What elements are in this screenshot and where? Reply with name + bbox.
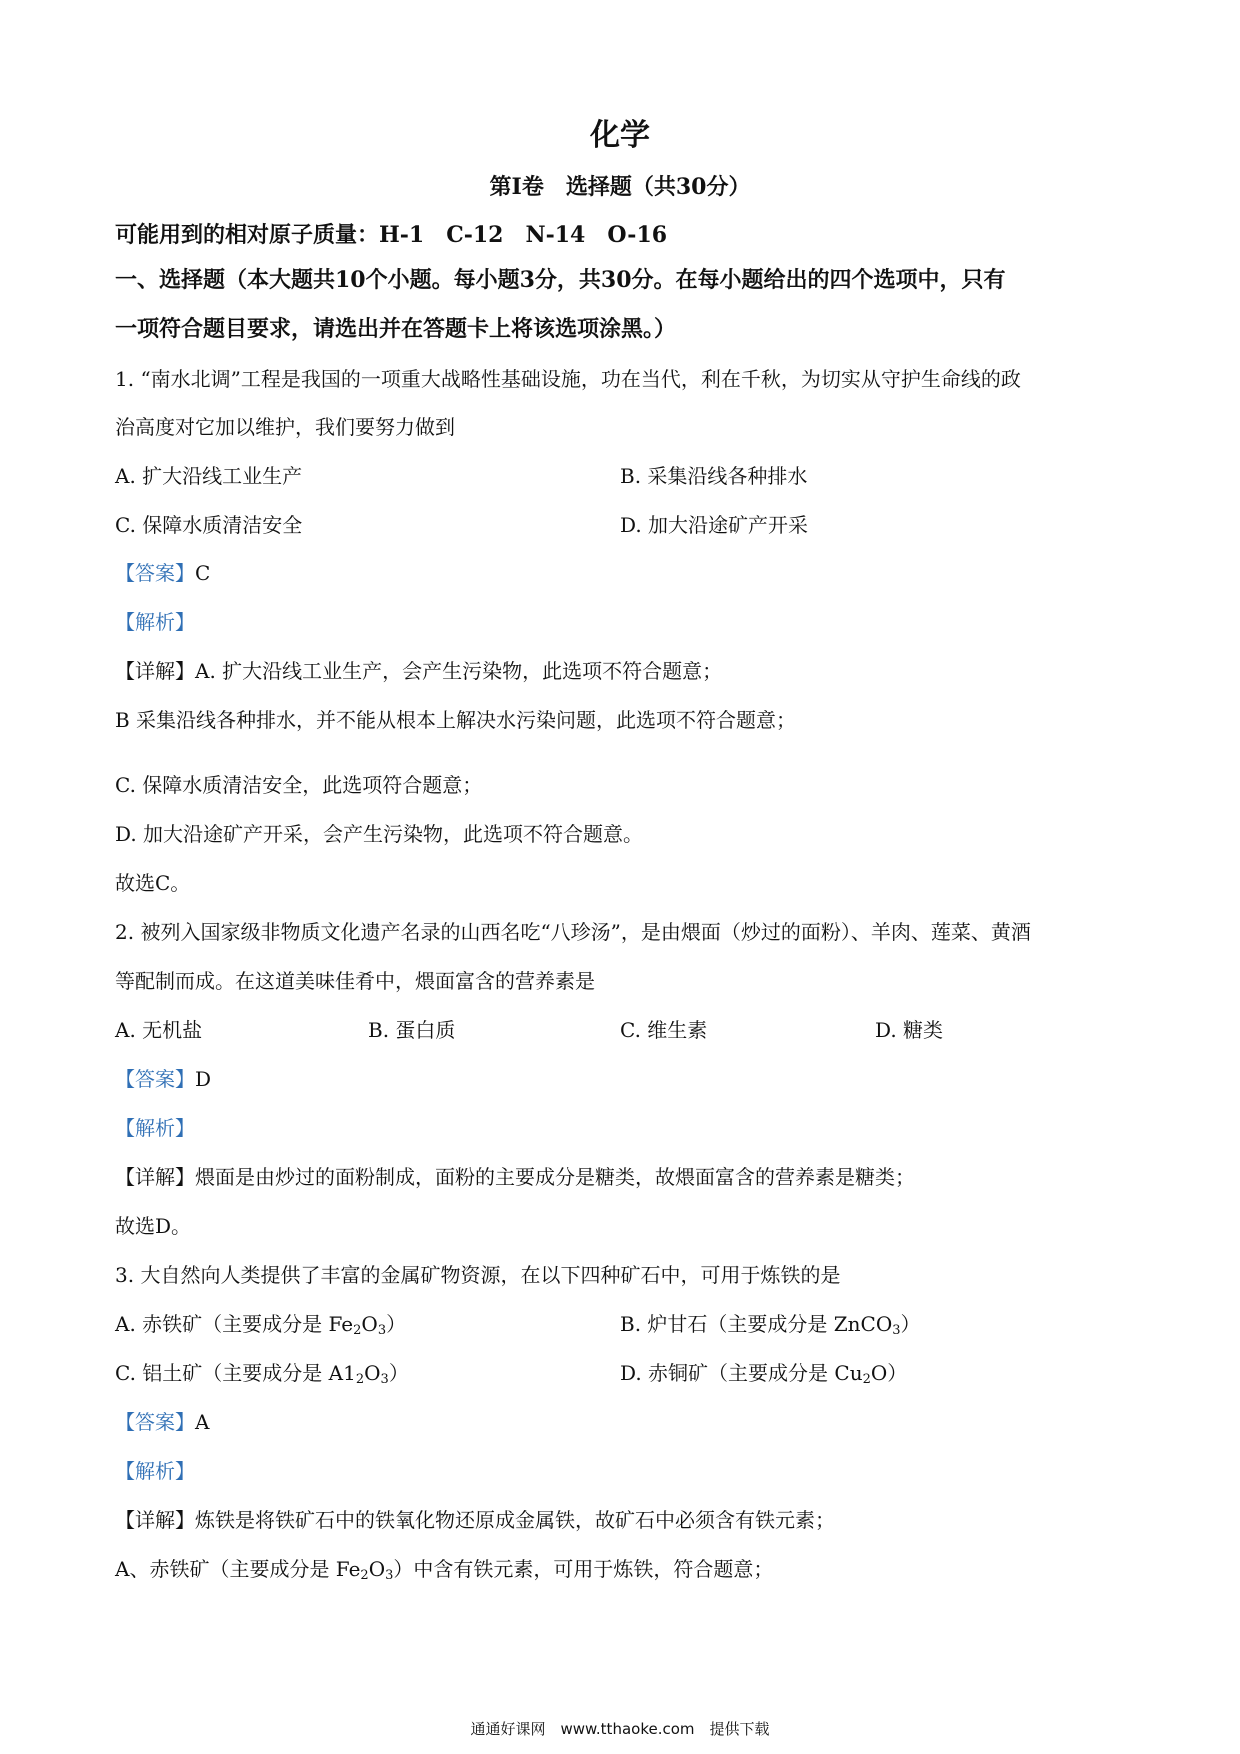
subscript: 2: [353, 1323, 362, 1338]
q1-stem-line-1: 1. “南水北调”工程是我国的一项重大战略性基础设施，功在当代，利在千秋，为切实从守护生命线的政: [115, 367, 1021, 391]
subscript: 3: [385, 1568, 394, 1583]
q3-option-a: [115, 1311, 406, 1337]
subscript: 2: [360, 1568, 369, 1583]
q1-detail-line-4: D. 加大沿途矿产开采，会产生污染物，此选项不符合题意。: [115, 822, 644, 846]
q1-answer-value: C: [195, 561, 211, 585]
q3-option-d-text: D. 赤铜矿（主要成分是 Cu: [620, 1361, 863, 1385]
page-title: 化学: [590, 118, 650, 153]
answer-tag: 【答案】: [115, 1410, 195, 1434]
q3-option-d-text: O）: [870, 1361, 908, 1385]
q2-stem-line-2: 等配制而成。在这道美味佳肴中，煨面富含的营养素是: [115, 969, 595, 993]
subscript: 2: [862, 1372, 871, 1387]
q3-stem-line-1: 3. 大自然向人类提供了丰富的金属矿物资源，在以下四种矿石中，可用于炼铁的是: [115, 1263, 841, 1287]
q3-analysis-tag: 【解析】: [115, 1459, 195, 1483]
page-footer: 通通好课网 www.tthaoke.com 提供下载: [470, 1720, 770, 1738]
q1-option-b: B. 采集沿线各种排水: [620, 464, 808, 488]
subscript: 3: [377, 1323, 387, 1338]
q1-option-a: A. 扩大沿线工业生产: [115, 464, 303, 488]
q2-detail-line-1: [115, 1164, 915, 1190]
q3-option-c-text: C. 铝土矿（主要成分是 A1: [115, 1361, 356, 1385]
q2-analysis-tag: 【解析】: [115, 1116, 195, 1140]
q1-answer: [115, 560, 210, 586]
subscript: 3: [892, 1323, 901, 1338]
q2-option-a: A. 无机盐: [115, 1018, 203, 1042]
q3-option-c: [115, 1360, 409, 1386]
q1-stem-line-2: 治高度对它加以维护，我们要努力做到: [115, 415, 455, 439]
q3-option-b: [620, 1311, 921, 1337]
q3-detail-text-2: ）中含有铁元素，可用于炼铁，符合题意；: [393, 1557, 774, 1581]
q1-detail-line-1: [115, 658, 722, 684]
q3-option-c-text: O: [364, 1361, 381, 1385]
q1-detail-line-2: B 采集沿线各种排水，并不能从根本上解决水污染问题，此选项不符合题意；: [115, 708, 797, 732]
q3-detail-text-2: A、赤铁矿（主要成分是 Fe: [115, 1557, 361, 1581]
q3-option-a-text: ）: [386, 1312, 407, 1336]
answer-tag: 【答案】: [115, 1067, 195, 1091]
subscript: 2: [355, 1372, 365, 1387]
q1-conclusion: 故选C。: [115, 871, 191, 895]
subscript: 3: [380, 1372, 389, 1387]
detail-tag: 【详解】: [115, 1165, 195, 1189]
q2-stem-line-1: 2. 被列入国家级非物质文化遗产名录的山西名吃“八珍汤”，是由煨面（炒过的面粉）、羊肉、莲菜、黄酒: [115, 920, 1031, 944]
q3-detail-text-1: 炼铁是将铁矿石中的铁氧化物还原成金属铁，故矿石中必须含有铁元素；: [195, 1508, 835, 1532]
q3-answer-value: A: [195, 1410, 210, 1434]
q3-detail-line-1: [115, 1507, 835, 1533]
q2-answer: [115, 1066, 211, 1092]
atomic-masses: 可能用到的相对原子质量：H-1 C-12 N-14 O-16: [115, 222, 668, 248]
q2-answer-value: D: [195, 1067, 212, 1091]
section-heading-line-1: 一、选择题（本大题共10个小题。每小题3分，共30分。在每小题给出的四个选项中，只有: [115, 267, 1006, 293]
q3-option-a-text: O: [361, 1312, 378, 1336]
answer-tag: 【答案】: [115, 561, 195, 585]
q3-option-a-text: A. 赤铁矿（主要成分是 Fe: [115, 1312, 354, 1336]
q1-detail-text-1: A. 扩大沿线工业生产，会产生污染物，此选项不符合题意；: [195, 659, 723, 683]
q1-detail-line-3: C. 保障水质清洁安全，此选项符合题意；: [115, 773, 483, 797]
detail-tag: 【详解】: [115, 1508, 195, 1532]
q3-detail-line-2: [115, 1556, 773, 1582]
q3-answer: [115, 1409, 209, 1435]
q2-detail-text-1: 煨面是由炒过的面粉制成，面粉的主要成分是糖类，故煨面富含的营养素是糖类；: [195, 1165, 915, 1189]
q2-option-c: C. 维生素: [620, 1018, 708, 1042]
q3-option-d: [620, 1360, 907, 1386]
q1-analysis-tag: 【解析】: [115, 610, 195, 634]
section-heading-line-2: 一项符合题目要求，请选出并在答题卡上将该选项涂黑。）: [115, 316, 677, 342]
q3-detail-text-2: O: [368, 1557, 386, 1581]
section-subtitle: 第Ⅰ卷 选择题（共30分）: [489, 174, 751, 200]
q2-conclusion: 故选D。: [115, 1214, 192, 1238]
q2-option-b: B. 蛋白质: [368, 1018, 456, 1042]
q2-option-d: D. 糖类: [875, 1018, 944, 1042]
q3-option-c-text: ）: [388, 1361, 409, 1385]
detail-tag: 【详解】: [115, 659, 195, 683]
q3-option-b-text: B. 炉甘石（主要成分是 ZnCO: [620, 1312, 893, 1336]
q1-option-c: C. 保障水质清洁安全: [115, 513, 303, 537]
q1-option-d: D. 加大沿途矿产开采: [620, 513, 809, 537]
q3-option-b-text: ）: [900, 1312, 921, 1336]
